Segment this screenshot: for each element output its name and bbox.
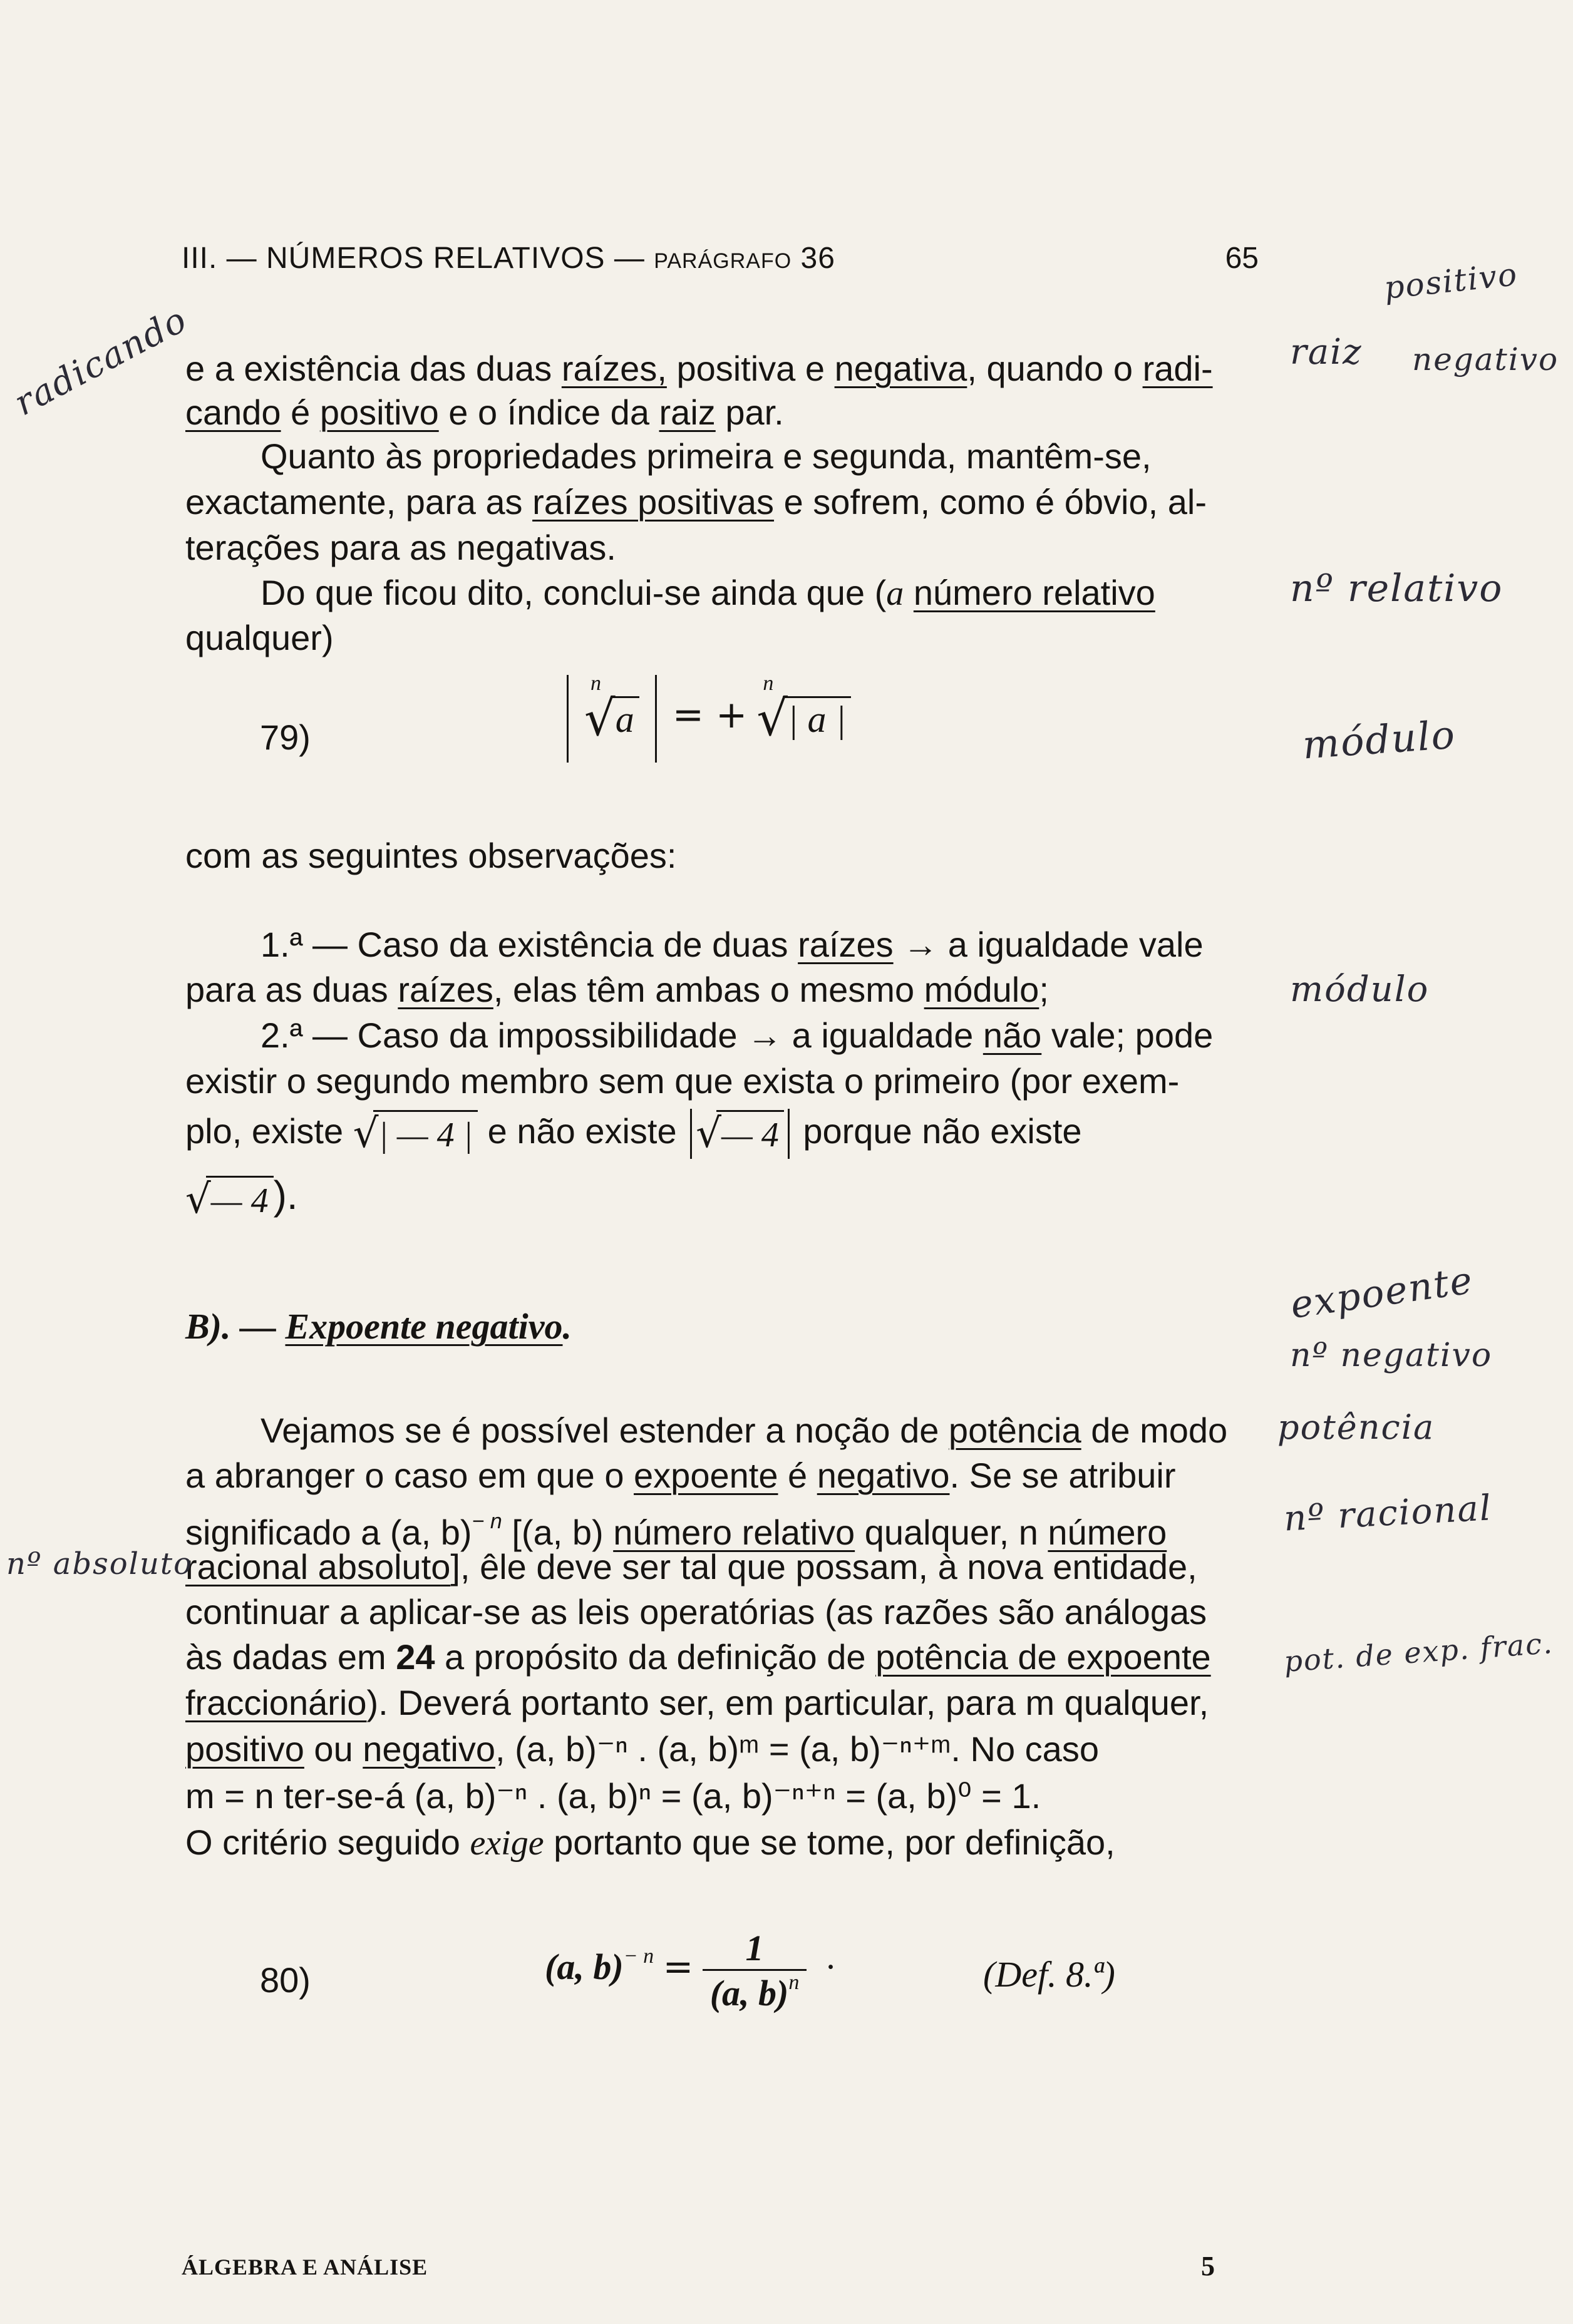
book-title: ÁLGEBRA E ANÁLISE — [182, 2255, 428, 2280]
text-line: significado a (a, b)$^{- n}$ [(a, b) número relativo qualquer, n número — [185, 1509, 1167, 1552]
text-line: continuar a aplicar-se as leis operatórias (as razões são análogas — [185, 1592, 1207, 1632]
text-line: terações para as negativas. — [185, 528, 616, 567]
margin-note: radicando — [8, 299, 194, 424]
margin-note: negativo — [1412, 341, 1559, 378]
margin-note: nº relativo — [1290, 567, 1503, 610]
nth-root: n √a — [584, 691, 639, 747]
equation-80: (a, b)$^{- n}$ = $\frac{1}{(a, b)^n}$ · — [545, 1928, 837, 2013]
section-heading: B). — Expoente negativo. — [185, 1306, 572, 1347]
margin-note: pot. de exp. frac. — [1282, 1626, 1555, 1679]
text-line: existir o segundo membro sem que exista o primeiro (por exem- — [185, 1061, 1180, 1101]
equation-79: n √a = + n √| a | — [560, 675, 851, 763]
margin-note: módulo — [1301, 711, 1458, 768]
margin-note: potência — [1277, 1407, 1435, 1447]
text-line: e a existência das duas raízes, positiva e negativa, quando o radi- — [185, 349, 1213, 388]
margin-note: nº racional — [1282, 1488, 1493, 1540]
margin-note: nº negativo — [1290, 1337, 1493, 1374]
margin-note: raiz — [1290, 332, 1363, 373]
text-line: √— 4 ). — [185, 1173, 298, 1223]
text-line: qualquer) — [185, 618, 334, 657]
nth-root: n √| a | — [756, 691, 851, 747]
text-line: Vejamos se é possível estender a noção de potência de modo — [260, 1411, 1228, 1450]
definition-note: (Def. 8.ª) — [983, 1954, 1115, 1995]
text-line: racional absoluto], êle deve ser tal que possam, à nova entidade, — [185, 1547, 1197, 1586]
margin-note: nº absoluto — [6, 1546, 193, 1581]
text-line: 2.ª — Caso da impossibilidade → a igualdade não vale; pode — [260, 1015, 1214, 1055]
margin-note: positivo — [1382, 255, 1520, 307]
text-line: Do que ficou dito, conclui-se ainda que (a número relativo — [260, 573, 1155, 613]
abs-bar-right — [655, 675, 657, 763]
page-number: 65 — [1225, 242, 1259, 275]
text-line: O critério seguido exige portanto que se tome, por definição, — [185, 1823, 1115, 1863]
signature-number: 5 — [1201, 2251, 1215, 2281]
text-line: Quanto às propriedades primeira e segunda, mantêm-se, — [260, 436, 1152, 476]
text-line: exactamente, para as raízes positivas e sofrem, como é óbvio, al- — [185, 482, 1207, 522]
margin-note: expoente — [1287, 1258, 1477, 1328]
equation-number: 79) — [260, 717, 311, 757]
text-line: positivo ou negativo, (a, b)⁻ⁿ . (a, b)ᵐ = (a, b)⁻ⁿ⁺ᵐ. No caso — [185, 1729, 1099, 1769]
text-line: m = n ter-se-á (a, b)⁻ⁿ . (a, b)ⁿ = (a, b)⁻ⁿ⁺ⁿ = (a, b)⁰ = 1. — [185, 1776, 1041, 1816]
text-line: fraccionário). Deverá portanto ser, em particular, para m qualquer, — [185, 1683, 1209, 1722]
fraction: $\frac{1}{(a, b)^n}$ — [703, 1927, 807, 2014]
text-line: 1.ª — Caso da existência de duas raízes → a igualdade vale — [260, 925, 1204, 964]
text-line: plo, existe √| — 4 | e não existe √— 4 porque não existe — [185, 1108, 1256, 1159]
text-line: com as seguintes observações: — [185, 836, 677, 875]
text-line: a abranger o caso em que o expoente é negativo. Se se atribuir — [185, 1456, 1176, 1495]
text-line: para as duas raízes, elas têm ambas o mesmo módulo; — [185, 970, 1049, 1009]
text-line: às dadas em 24 a propósito da definição de potência de expoente — [185, 1637, 1211, 1677]
abs-bar-left — [567, 675, 569, 763]
equation-number: 80) — [260, 1960, 311, 2000]
margin-note: módulo — [1290, 969, 1430, 1010]
text-line: cando é positivo e o índice da raiz par. — [185, 393, 784, 432]
chapter-title: III. — NÚMEROS RELATIVOS — parágrafo 36 — [182, 242, 835, 275]
